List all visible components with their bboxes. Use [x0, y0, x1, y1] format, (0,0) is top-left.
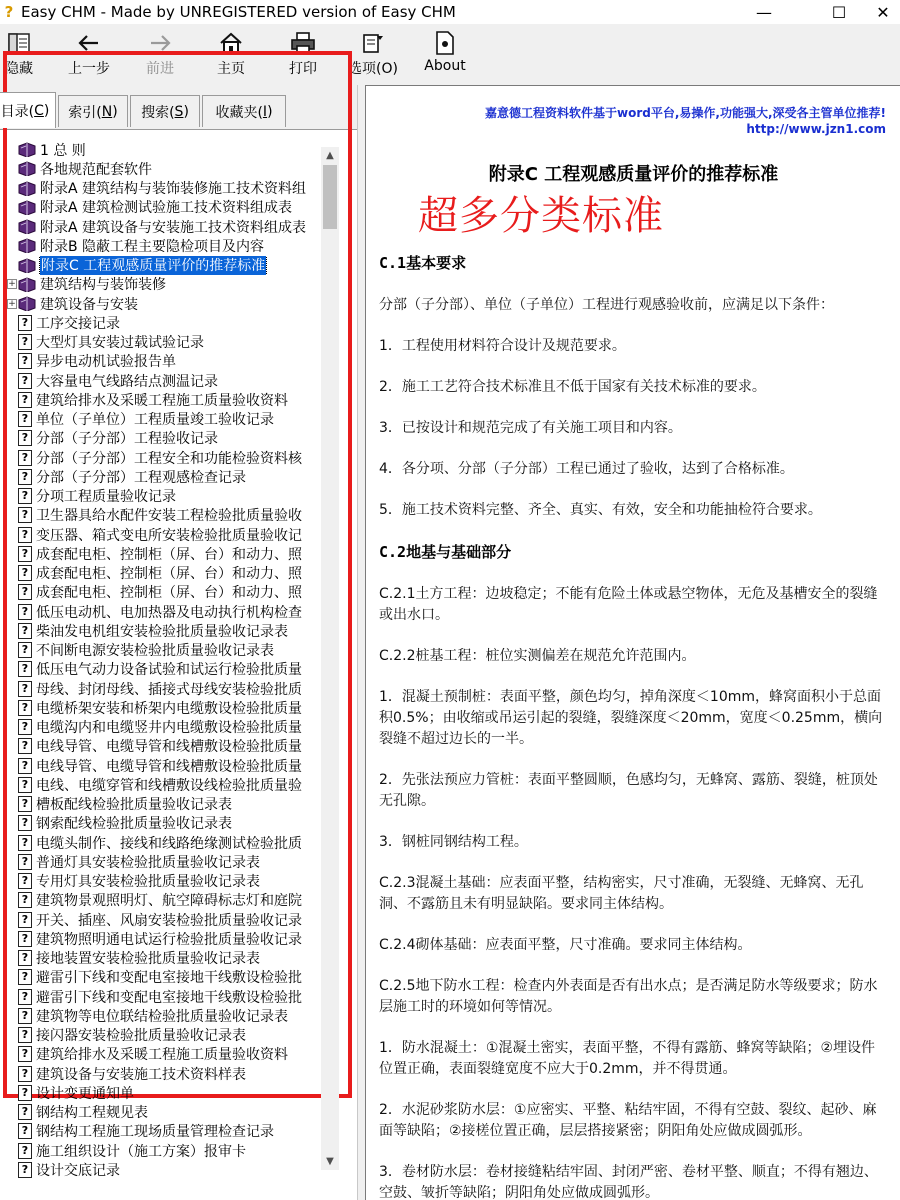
- help-page-icon: ?: [18, 873, 32, 889]
- help-page-icon: ?: [18, 315, 32, 331]
- tree-item-label: 槽板配线检验批质量验收记录表: [36, 797, 232, 813]
- help-page-icon: ?: [18, 661, 32, 677]
- tree-item[interactable]: [7, 256, 320, 275]
- tree-item-label: 避雷引下线和变配电室接地干线敷设检验批: [36, 989, 302, 1006]
- book-icon: [18, 238, 36, 253]
- tree-item[interactable]: [7, 506, 320, 525]
- help-page-icon: ?: [18, 584, 32, 600]
- tree-item-label: 建筑物照明通电试运行检验批质量验收记录: [36, 931, 302, 948]
- tree-item-label: 低压电气动力设备试验和试运行检验批质量: [36, 662, 302, 679]
- help-page-icon: ?: [18, 1008, 32, 1024]
- paragraph: 4．各分项、分部（子分部）工程已通过了验收，达到了合格标准。: [379, 461, 794, 477]
- help-page-icon: ?: [18, 815, 32, 831]
- tree-item-label: 不间断电源安装检验批质量验收记录表: [36, 643, 274, 659]
- tree-item-label: 分部（子分部）工程安全和功能检验资料核: [36, 450, 302, 467]
- tree-item-label: 施工组织设计（施工方案）报审卡: [36, 1143, 246, 1160]
- tree-item-label: 卫生器具给水配件安装工程检验批质量验收: [36, 508, 302, 525]
- tree-item-label: 钢结构工程觌见表: [36, 1105, 148, 1121]
- help-page-icon: ?: [18, 430, 32, 446]
- help-page-icon: ?: [18, 488, 32, 504]
- tree-item[interactable]: [7, 968, 320, 987]
- options-icon: [361, 30, 385, 56]
- paragraph: 3．卷材防水层：卷材接缝粘结牢固、封闭严密、卷材平整、顺直；不得有翘边、空鼓、皱折等缺陷；阴阳角处应做成圆弧形。: [379, 1164, 878, 1200]
- help-page-icon: ?: [18, 353, 32, 369]
- tree-item[interactable]: [7, 544, 320, 563]
- paragraph: C.2.1土方工程：边坡稳定；不能有危险土体或悬空物体，无危及基槽安全的裂缝或出水口。: [379, 586, 878, 623]
- paragraph: 1．工程使用材料符合设计及规范要求。: [379, 338, 626, 354]
- tree-item-label: 建筑结构与装饰装修: [40, 277, 166, 294]
- tree-item[interactable]: [7, 814, 320, 833]
- tree-item-label: 各地规范配套软件: [40, 161, 152, 178]
- tree-item-label: 建筑设备与安装施工技术资料样表: [36, 1066, 246, 1083]
- book-icon: [18, 258, 36, 273]
- tree-item[interactable]: [7, 333, 320, 352]
- help-page-icon: ?: [18, 892, 32, 908]
- hide-label: 隐藏: [5, 61, 33, 77]
- options-label: 选项(O): [348, 61, 398, 77]
- tree-item-label: 大型灯具安装过载试验记录: [36, 335, 204, 351]
- help-page-icon: ?: [18, 777, 32, 793]
- tree-item[interactable]: [7, 313, 320, 332]
- tree-item-label: 附录A 建筑结构与装饰装修施工技术资料组: [40, 181, 307, 197]
- tree-item-label: 建筑给排水及采暖工程施工质量验收资料: [36, 1047, 288, 1064]
- page-title: 附录C 工程观感质量评价的推荐标准: [488, 164, 779, 185]
- help-page-icon: ?: [18, 989, 32, 1005]
- tree-item[interactable]: [7, 929, 320, 948]
- paragraph: 3．钢桩同钢结构工程。: [379, 834, 528, 850]
- help-page-icon: ?: [18, 931, 32, 947]
- tree-item-label: 建筑设备与安装: [40, 296, 138, 313]
- tree-item[interactable]: [7, 949, 320, 968]
- tree-item-label: 大容量电气线路结点测温记录: [36, 373, 218, 390]
- tree-item[interactable]: [7, 910, 320, 929]
- tree-item[interactable]: [7, 140, 320, 159]
- help-page-icon: ?: [18, 565, 32, 581]
- app-question-icon: ?: [4, 3, 14, 21]
- tree-item[interactable]: [7, 1045, 320, 1064]
- help-page-icon: ?: [18, 1104, 32, 1120]
- help-page-icon: ?: [18, 527, 32, 543]
- tree-item-label: 设计交底记录: [36, 1162, 120, 1179]
- forward-label: 前进: [146, 61, 174, 77]
- paragraph: 1．防水混凝土：①混凝土密实，表面平整，不得有露筋、蜂窝等缺陷；②埋设件位置正确，表面裂缝宽度不应大于0.2mm，并不得贯通。: [379, 1040, 876, 1077]
- tree-item-label: 母线、封闭母线、插接式母线安装检验批质: [36, 681, 302, 698]
- tree-item-label-selected: 附录C 工程观感质量评价的推荐标准: [40, 256, 266, 275]
- tree-item-label: 电线导管、电缆导管和线槽敷设检验批质量: [36, 739, 302, 756]
- help-page-icon: ?: [18, 835, 32, 851]
- help-page-icon: ?: [18, 623, 32, 639]
- print-label: 打印: [289, 61, 317, 77]
- paragraph: C.2.5地下防水工程：检查内外表面是否有出水点；是否满足防水等级要求；防水层施工时的环境如何等情况。: [379, 978, 878, 1015]
- tree-item-label: 电线、电缆穿管和线槽敷设线检验批质量验: [36, 777, 302, 794]
- book-icon: [18, 277, 36, 292]
- help-page-icon: ?: [18, 681, 32, 697]
- tree-item-label: 成套配电柜、控制柜（屏、台）和动力、照: [36, 546, 302, 563]
- tree-item[interactable]: [7, 660, 320, 679]
- tree-item-label: 电缆沟内和电缆竖井内电缆敷设检验批质量: [36, 720, 302, 736]
- tree-item-label: 开关、插座、风扇安装检验批质量验收记录: [36, 912, 302, 929]
- close-button[interactable]: ✕: [876, 2, 890, 22]
- tree-item-label: 低压电动机、电加热器及电动执行机构检查: [36, 604, 302, 621]
- help-page-icon: ?: [18, 469, 32, 485]
- help-page-icon: ?: [18, 738, 32, 754]
- help-page-icon: ?: [18, 373, 32, 389]
- tree-item[interactable]: [7, 487, 320, 506]
- tree-item-label: 附录B 隐蔽工程主要隐检项目及内容: [40, 238, 265, 255]
- tree-item[interactable]: [7, 1103, 320, 1122]
- article-body: [379, 252, 885, 1200]
- help-page-icon: ?: [18, 1162, 32, 1178]
- paragraph: C.2.3混凝土基础：应表面平整，结构密实，尺寸准确，无裂缝、无蜂窝、无孔洞、不露筋且未有明显缺陷。要求同主体结构。: [379, 875, 864, 912]
- tree-item[interactable]: [7, 698, 320, 717]
- paragraph: 3．已按设计和规范完成了有关施工项目和内容。: [379, 420, 682, 436]
- tree-item[interactable]: [7, 179, 320, 198]
- tree-item-label: 接闪器安装检验批质量验收记录表: [36, 1028, 246, 1044]
- tab-favorites[interactable]: 收藏夹( I ): [202, 95, 286, 127]
- expand-toggle-icon[interactable]: +: [8, 279, 16, 290]
- tree-item[interactable]: [7, 621, 320, 640]
- tree-item[interactable]: [7, 275, 320, 294]
- minimize-button[interactable]: —: [756, 2, 772, 22]
- paragraph: 分部（子分部）、单位（子单位）工程进行观感验收前，应满足以下条件：: [379, 297, 834, 313]
- tree-item-label: 建筑给排水及采暖工程施工质量验收资料: [36, 392, 288, 409]
- help-page-icon: ?: [18, 1143, 32, 1159]
- help-page-icon: ?: [18, 642, 32, 658]
- tree-item-label: 分部（子分部）工程验收记录: [36, 431, 218, 448]
- tree-item[interactable]: [7, 564, 320, 583]
- tree-item[interactable]: [7, 294, 320, 313]
- tree-item-label: 变压器、箱式变电所安装检验批质量验收记: [36, 527, 302, 544]
- section-heading: C.2地基与基础部分: [379, 543, 512, 561]
- tree-item-label: 柴油发电机组安装检验批质量验收记录表: [36, 623, 288, 640]
- tree-item[interactable]: [7, 429, 320, 448]
- paragraph: C.2.2桩基工程：桩位实测偏差在规范允许范围内。: [379, 648, 696, 664]
- help-page-icon: ?: [18, 546, 32, 562]
- tree-item[interactable]: [7, 833, 320, 852]
- help-page-icon: ?: [18, 700, 32, 716]
- tree-item[interactable]: [7, 1006, 320, 1025]
- tree-item[interactable]: [7, 390, 320, 409]
- home-label: 主页: [217, 61, 245, 77]
- tree-item-label: 专用灯具安装检验批质量验收记录表: [36, 874, 260, 890]
- book-icon: [18, 142, 36, 157]
- tree-scrollbar[interactable]: [321, 147, 339, 1170]
- tree-item[interactable]: [7, 679, 320, 698]
- help-page-icon: ?: [18, 969, 32, 985]
- paragraph: 1．混凝土预制桩：表面平整，颜色均匀，掉角深度＜10mm，蜂窝面积小于总面积0.5%；由收缩或吊运引起的裂缝，裂缝深度＜20mm，宽度＜0.25mm，横向裂缝不超过边长的一半。: [379, 689, 883, 747]
- tree-item[interactable]: [7, 756, 320, 775]
- tree-item[interactable]: [7, 198, 320, 217]
- tree-item-label: 电线导管、电缆导管和线槽敷设检验批质量: [36, 758, 302, 775]
- help-page-icon: ?: [18, 604, 32, 620]
- book-icon: [18, 161, 36, 176]
- paragraph: 2．先张法预应力管桩：表面平整圆顺，色感均匀，无蜂窝、露筋、裂缝，桩顶处无孔隙。: [379, 772, 878, 809]
- tree-item-label: 异步电动机试验报告单: [36, 354, 176, 371]
- tree-item-label: 成套配电柜、控制柜（屏、台）和动力、照: [36, 585, 302, 602]
- options-button[interactable]: [346, 30, 400, 78]
- tree-item[interactable]: [7, 718, 320, 737]
- tree-item[interactable]: [7, 987, 320, 1006]
- tree-item[interactable]: [7, 159, 320, 178]
- tree-item[interactable]: [7, 1026, 320, 1045]
- tree-item-label: 普通灯具安装检验批质量验收记录表: [36, 854, 260, 871]
- tree-item[interactable]: [7, 737, 320, 756]
- help-page-icon: ?: [18, 1046, 32, 1062]
- tree-item[interactable]: [7, 641, 320, 660]
- help-page-icon: ?: [18, 912, 32, 928]
- help-page-icon: ?: [18, 1085, 32, 1101]
- tree-item[interactable]: [7, 217, 320, 236]
- paragraph: 2．水泥砂浆防水层：①应密实、平整、粘结牢固，不得有空鼓、裂纹、起砂、麻面等缺陷；②接槎位置正确，层层搭接紧密；阴阳角处应做成圆弧形。: [379, 1102, 877, 1139]
- help-page-icon: ?: [18, 1066, 32, 1082]
- pane-splitter[interactable]: [357, 85, 365, 1200]
- tree-item[interactable]: [7, 467, 320, 486]
- help-page-icon: ?: [18, 758, 32, 774]
- help-page-icon: ?: [18, 392, 32, 408]
- tree-item[interactable]: [7, 1064, 320, 1083]
- section-heading: C.1基本要求: [379, 254, 467, 272]
- tree-item[interactable]: [7, 371, 320, 390]
- tree-item[interactable]: [7, 1083, 320, 1102]
- title-bar: [0, 0, 900, 24]
- tree-item-label: 工序交接记录: [36, 315, 120, 332]
- tree-item-label: 附录A 建筑设备与安装施工技术资料组成表: [40, 219, 307, 236]
- book-icon: [18, 181, 36, 196]
- book-icon: [18, 200, 36, 215]
- tree-item[interactable]: [7, 448, 320, 467]
- tree-item-label: 成套配电柜、控制柜（屏、台）和动力、照: [36, 566, 302, 582]
- tree-item[interactable]: [7, 583, 320, 602]
- tree-item[interactable]: [7, 236, 320, 255]
- overlay-caption: 超多分类标准: [418, 193, 664, 239]
- promo-link[interactable]: http://www.jzn1.com: [746, 122, 886, 136]
- help-page-icon: ?: [18, 334, 32, 350]
- tree-item-label: 钢结构工程施工现场质量管理检查记录: [36, 1124, 274, 1141]
- scroll-up-icon[interactable]: ▲: [326, 150, 334, 161]
- tree-item-label: 分项工程质量验收记录: [36, 489, 176, 505]
- tree-item-label: 附录A 建筑检测试验施工技术资料组成表: [40, 200, 293, 217]
- tab-index[interactable]: 索引( N ): [58, 95, 128, 127]
- book-icon: [18, 219, 36, 234]
- about-label: About: [424, 58, 466, 74]
- help-page-icon: ?: [18, 796, 32, 812]
- about-document-icon: [435, 30, 455, 56]
- paragraph: 5．施工技术资料完整、齐全、真实、有效，安全和功能抽检符合要求。: [379, 502, 822, 518]
- tree-item[interactable]: [7, 352, 320, 371]
- tree-item-label: 接地装置安装检验批质量验收记录表: [36, 951, 260, 967]
- tree-item-label: 设计变更通知单: [36, 1085, 134, 1102]
- tab-search[interactable]: 搜索( S ): [130, 95, 200, 127]
- tree-item[interactable]: [7, 1160, 320, 1179]
- about-button[interactable]: [422, 30, 468, 78]
- tree-item[interactable]: [7, 602, 320, 621]
- tree-item-label: 建筑物景观照明灯、航空障碍标志灯和庭院: [36, 893, 302, 910]
- tree-item[interactable]: [7, 525, 320, 544]
- tree-item-label: 钢索配线检验批质量验收记录表: [36, 816, 232, 833]
- tree-item[interactable]: [7, 872, 320, 891]
- help-page-icon: ?: [18, 719, 32, 735]
- help-page-icon: ?: [18, 854, 32, 870]
- expand-toggle-icon[interactable]: +: [8, 298, 16, 309]
- tree-item-label: 电缆桥架安装和桥架内电缆敷设检验批质量: [36, 700, 302, 717]
- window-title: Easy CHM - Made by UNREGISTERED version of Easy CHM: [21, 3, 456, 21]
- scroll-thumb[interactable]: [323, 165, 337, 229]
- maximize-button[interactable]: ☐: [831, 2, 847, 22]
- tree-item-label: 单位（子单位）工程质量竣工验收记录: [36, 412, 274, 428]
- tree-item[interactable]: [7, 852, 320, 871]
- tree-item-label: 分部（子分部）工程观感检查记录: [36, 469, 246, 486]
- contents-tree: [7, 140, 320, 1179]
- tree-item[interactable]: [7, 1122, 320, 1141]
- help-page-icon: ?: [18, 411, 32, 427]
- tree-item[interactable]: [7, 891, 320, 910]
- help-page-icon: ?: [18, 507, 32, 523]
- paragraph: 2．施工工艺符合技术标准且不低于国家有关技术标准的要求。: [379, 379, 766, 395]
- tree-item-label: 电缆头制作、接线和线路绝缘测试检验批质: [36, 835, 302, 852]
- help-page-icon: ?: [18, 950, 32, 966]
- tree-item[interactable]: [7, 775, 320, 794]
- tree-item-label: 避雷引下线和变配电室接地干线敷设检验批: [36, 970, 302, 987]
- help-page-icon: ?: [18, 1123, 32, 1139]
- promo-text: 嘉意德工程资料软件基于word平台,易操作,功能强大,深受各主管单位推荐!: [485, 106, 886, 120]
- tree-item[interactable]: [7, 795, 320, 814]
- tree-item-label: 建筑物等电位联结检验批质量验收记录表: [36, 1008, 288, 1025]
- tree-item[interactable]: [7, 410, 320, 429]
- tree-item[interactable]: [7, 1141, 320, 1160]
- scroll-down-icon[interactable]: ▼: [326, 1156, 334, 1167]
- book-icon: [18, 296, 36, 311]
- topic-content: [365, 85, 900, 1200]
- help-page-icon: ?: [18, 1027, 32, 1043]
- help-page-icon: ?: [18, 450, 32, 466]
- tab-contents[interactable]: 目录( C ): [0, 92, 56, 128]
- paragraph: C.2.4砌体基础：应表面平整，尺寸准确。要求同主体结构。: [379, 937, 752, 953]
- back-label: 上一步: [68, 61, 110, 77]
- tree-item-label: 1 总 则: [40, 142, 86, 159]
